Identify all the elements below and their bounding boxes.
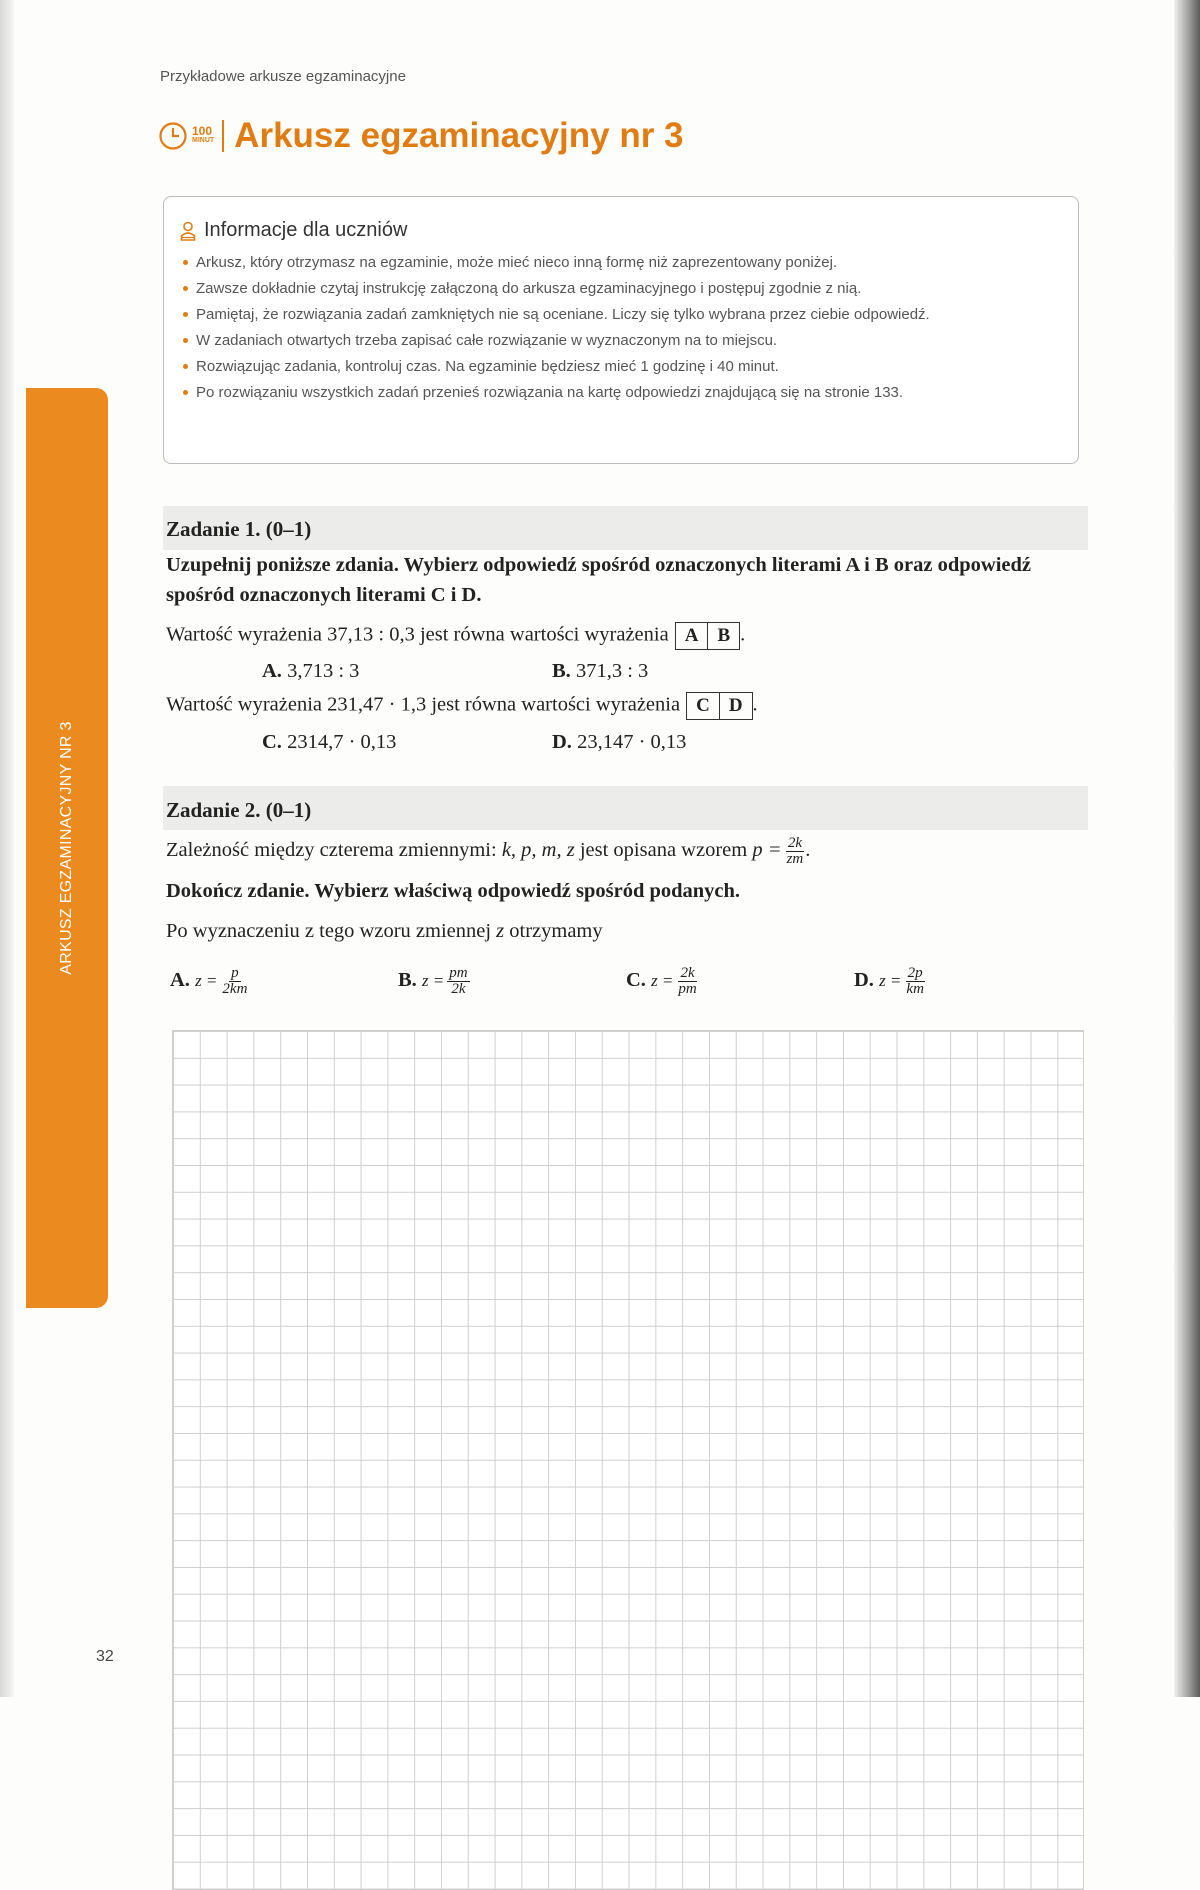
info-item: Pamiętaj, że rozwiązania zadań zamkniętych nie są oceniane. Liczy się tylko wybrana przez ciebie odpowiedź. bbox=[182, 305, 1062, 324]
option-label: D. bbox=[854, 969, 874, 992]
option-lhs: z = bbox=[421, 971, 445, 991]
denominator: 2km bbox=[222, 981, 248, 997]
option-text: 371,3 : 3 bbox=[575, 660, 649, 682]
info-list bbox=[182, 253, 1062, 409]
statement-vars: k, p, m, z bbox=[501, 839, 575, 862]
answer-box-ab[interactable] bbox=[675, 622, 740, 650]
task1-option-d[interactable] bbox=[552, 731, 686, 754]
period: . bbox=[752, 693, 758, 716]
info-box bbox=[163, 196, 1079, 464]
statement-prefix: Zależność między czterema zmiennymi: bbox=[166, 839, 502, 862]
answer-box-cd[interactable] bbox=[686, 692, 752, 720]
task1-title: Zadanie 1. (0–1) bbox=[166, 517, 312, 541]
task2-option-d[interactable] bbox=[854, 966, 926, 997]
task2-option-b[interactable] bbox=[398, 966, 470, 997]
clock-icon bbox=[158, 121, 188, 151]
question-prefix: Po wyznaczeniu z tego wzoru zmiennej bbox=[166, 920, 497, 942]
time-unit: MINUT bbox=[192, 137, 215, 144]
numerator: p bbox=[231, 965, 239, 981]
page-title: Arkusz egzaminacyjny nr 3 bbox=[234, 116, 684, 155]
info-item: Arkusz, który otrzymasz na egzaminie, może mieć nieco inną formę niż zaprezentowany poniżej. bbox=[182, 253, 1062, 272]
option-label: B. bbox=[552, 660, 571, 682]
info-item: Po rozwiązaniu wszystkich zadań przenieś rozwiązania na kartę odpowiedzi znajdującą się na stronie 133. bbox=[182, 383, 1062, 402]
answer-box-b[interactable]: B bbox=[707, 623, 739, 649]
info-item: Zawsze dokładnie czytaj instrukcję załączoną do arkusza egzaminacyjnego i postępuj zgodnie z nią. bbox=[182, 279, 1062, 298]
option-text: 2314,7 · 0,13 bbox=[287, 731, 397, 753]
info-item: Rozwiązując zadania, kontroluj czas. Na egzaminie będziesz mieć 1 godzinę i 40 minut. bbox=[182, 357, 1062, 376]
task2-instruction: Dokończ zdanie. Wybierz właściwą odpowiedź spośród podanych. bbox=[166, 880, 741, 902]
option-lhs: z = bbox=[195, 971, 218, 991]
option-label: B. bbox=[398, 969, 417, 992]
option-text: 3,713 : 3 bbox=[287, 660, 360, 682]
numerator: 2k bbox=[680, 965, 695, 981]
task2-option-c[interactable] bbox=[626, 966, 699, 997]
answer-grid[interactable] bbox=[172, 1030, 1084, 1890]
task2-statement bbox=[166, 836, 810, 867]
option-text: 23,147 · 0,13 bbox=[577, 731, 687, 753]
denominator: 2k bbox=[451, 981, 466, 997]
option-label: A. bbox=[262, 660, 282, 682]
task2-option-a[interactable] bbox=[170, 966, 249, 997]
info-item: W zadaniach otwartych trzeba zapisać całe rozwiązanie w wyznaczonym na to miejscu. bbox=[182, 331, 1062, 350]
option-lhs: z = bbox=[651, 971, 674, 991]
formula-fraction bbox=[785, 836, 806, 867]
numerator: pm bbox=[449, 965, 468, 981]
running-header: Przykładowe arkusze egzaminacyjne bbox=[160, 68, 406, 85]
task1-sentence-1-text: Wartość wyrażenia 37,13 : 0,3 jest równa wartości wyrażenia bbox=[166, 623, 669, 646]
statement-suffix: jest opisana wzorem bbox=[574, 839, 753, 862]
student-icon bbox=[180, 221, 196, 241]
option-fraction bbox=[447, 966, 469, 997]
task1-sentence-2-text: Wartość wyrażenia 231,47 · 1,3 jest równa wartości wyrażenia bbox=[166, 693, 681, 716]
page-number: 32 bbox=[96, 1648, 114, 1665]
answer-box-d[interactable]: D bbox=[719, 693, 752, 719]
formula-denominator: zm bbox=[786, 851, 804, 867]
task1-option-c[interactable] bbox=[262, 731, 396, 754]
option-label: D. bbox=[552, 731, 572, 753]
info-heading bbox=[180, 219, 407, 242]
period: . bbox=[805, 839, 811, 862]
numerator: 2p bbox=[907, 965, 923, 981]
option-fraction bbox=[904, 966, 926, 997]
task1-option-b[interactable] bbox=[552, 660, 648, 683]
answer-box-c[interactable]: C bbox=[696, 695, 710, 716]
title-row bbox=[158, 116, 684, 156]
formula-lhs: p = bbox=[752, 839, 782, 862]
task1-sentence-2 bbox=[166, 692, 758, 720]
time-value: 100 bbox=[192, 124, 213, 138]
option-label: C. bbox=[626, 969, 646, 992]
info-heading-text: Informacje dla uczniów bbox=[204, 219, 408, 241]
option-fraction bbox=[220, 966, 249, 997]
option-label: C. bbox=[262, 731, 282, 753]
task1-sentence-1 bbox=[166, 622, 745, 650]
option-fraction bbox=[676, 966, 698, 997]
page-edge-shadow bbox=[1174, 0, 1200, 1697]
task1-option-a[interactable] bbox=[262, 660, 359, 683]
option-lhs: z = bbox=[879, 971, 902, 991]
question-var: z bbox=[496, 920, 505, 942]
answer-box-a[interactable]: A bbox=[684, 625, 699, 646]
question-suffix: otrzymamy bbox=[504, 920, 603, 942]
task2-title: Zadanie 2. (0–1) bbox=[166, 798, 312, 822]
time-limit bbox=[192, 126, 214, 146]
denominator: pm bbox=[678, 981, 697, 997]
title-separator bbox=[222, 120, 224, 152]
option-label: A. bbox=[170, 969, 190, 992]
formula-numerator: 2k bbox=[787, 835, 802, 851]
task1-instruction: Uzupełnij poniższe zdania. Wybierz odpowiedź spośród oznaczonych literami A i B oraz odpowiedź spośród oznaczonych literami C i D. bbox=[166, 554, 1031, 606]
page-spine-shadow bbox=[0, 0, 14, 1697]
task2-question bbox=[166, 920, 603, 943]
side-tab-label: ARKUSZ EGZAMINACYJNY NR 3 bbox=[58, 721, 75, 975]
period: . bbox=[740, 623, 746, 646]
denominator: km bbox=[906, 981, 924, 997]
